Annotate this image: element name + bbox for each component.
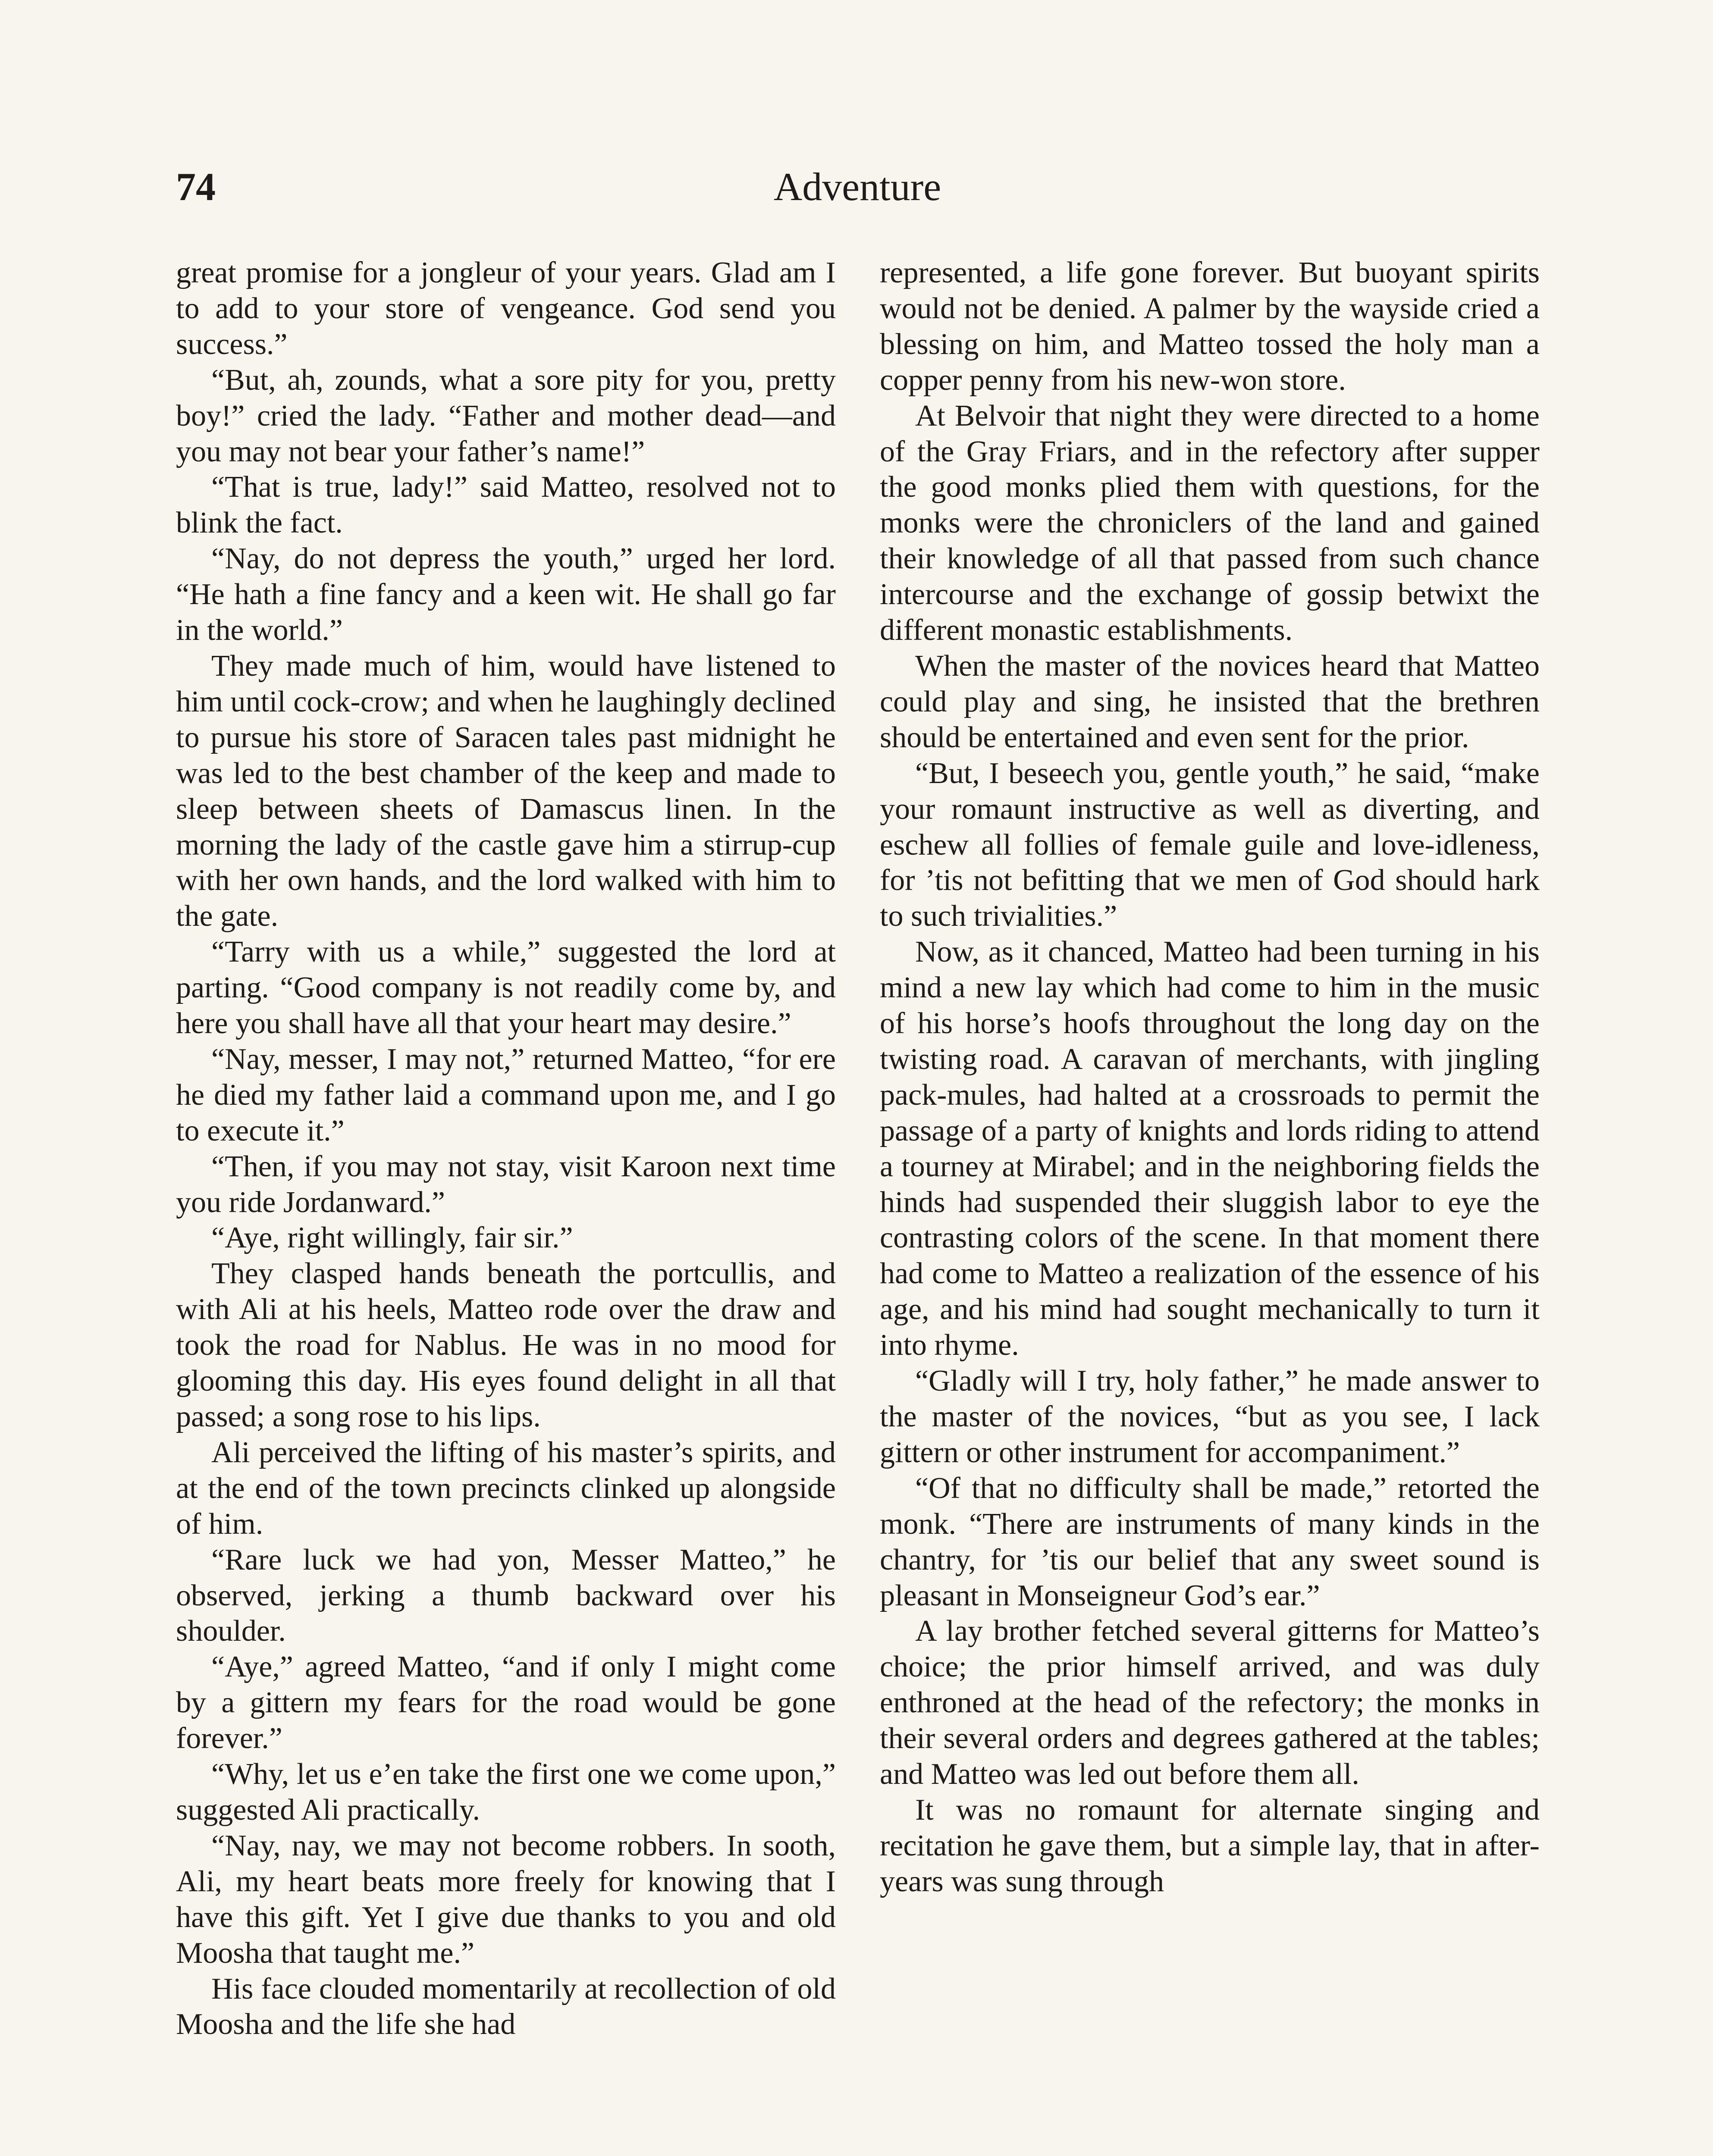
paragraph: When the master of the novices heard that Matteo could play and sing, he insisted that the brethren should be entertained and even sent for the prior. [880, 649, 1540, 754]
running-title: Adventure [773, 165, 941, 209]
paragraph: “Nay, nay, we may not become robbers. In sooth, Ali, my heart beats more freely for knowing that I have this gift. Yet I give due thanks to you and old Moosha that taught me.” [176, 1829, 836, 1970]
paragraph: “Tarry with us a while,” suggested the lord at parting. “Good company is not readily come by, and here you shall have all that your heart may desire.” [176, 935, 836, 1040]
paragraph: “Gladly will I try, holy father,” he made answer to the master of the novices, “but as you see, I lack gittern or other instrument for accompaniment.” [880, 1364, 1540, 1469]
paragraph: They clasped hands beneath the portcullis, and with Ali at his heels, Matteo rode over the draw and took the road for Nablus. He was in no mood for glooming this day. His eyes found delight in all that passed; a song rose to his lips. [176, 1257, 836, 1433]
paragraph: Ali perceived the lifting of his master’s spirits, and at the end of the town precincts clinked up alongside of him. [176, 1435, 836, 1541]
page-header [176, 164, 1539, 224]
paragraph: represented, a life gone forever. But buoyant spirits would not be denied. A palmer by the wayside cried a blessing on him, and Matteo tossed the holy man a copper penny from his new-won store. [880, 256, 1540, 397]
paragraph: A lay brother fetched several gitterns for Matteo’s choice; the prior himself arrived, and was duly enthroned at the head of the refectory; the monks in their several orders and degrees gathered at the tables; and Matteo was led out before them all. [880, 1614, 1540, 1791]
paragraph: “Aye,” agreed Matteo, “and if only I might come by a gittern my fears for the road would be gone forever.” [176, 1650, 836, 1755]
paragraph: His face clouded momentarily at recollection of old Moosha and the life she had [176, 1972, 836, 2041]
paragraph: “But, I beseech you, gentle youth,” he said, “make your romaunt instructive as well as diverting, and eschew all follies of female guile and love-idleness, for ’tis not befitting that we men of God should hark to such trivialities.” [880, 756, 1540, 933]
paragraph: They made much of him, would have listened to him until cock-crow; and when he laughingly declined to pursue his store of Saracen tales past midnight he was led to the best chamber of the keep and made to sleep between sheets of Damascus linen. In the morning the lady of the castle gave him a stirrup-cup with her own hands, and the lord walked with him to the gate. [176, 649, 836, 933]
paragraph: It was no romaunt for alternate singing and recitation he gave them, but a simple lay, that in after-years was sung through [880, 1793, 1540, 1898]
paragraph: “Nay, do not depress the youth,” urged her lord. “He hath a fine fancy and a keen wit. He shall go far in the world.” [176, 542, 836, 647]
right-text-column [880, 255, 1540, 1900]
paragraph: “Rare luck we had yon, Messer Matteo,” he observed, jerking a thumb backward over his shoulder. [176, 1543, 836, 1648]
paragraph: “Then, if you may not stay, visit Karoon next time you ride Jordanward.” [176, 1150, 836, 1219]
paragraph: At Belvoir that night they were directed to a home of the Gray Friars, and in the refectory after supper the good monks plied them with questions, for the monks were the chroniclers of the land and gained their knowledge of all that passed from such chance intercourse and the exchange of gossip betwixt the different monastic establishments. [880, 399, 1540, 647]
paragraph: “That is true, lady!” said Matteo, resolved not to blink the fact. [176, 470, 836, 540]
paragraph: “Nay, messer, I may not,” returned Matteo, “for ere he died my father laid a command upon me, and I go to execute it.” [176, 1042, 836, 1147]
paragraph: “Why, let us e’en take the first one we come upon,” suggested Ali practically. [176, 1758, 836, 1827]
paragraph: “But, ah, zounds, what a sore pity for you, pretty boy!” cried the lady. “Father and mother dead—and you may not bear your father’s name!” [176, 363, 836, 468]
paragraph: “Aye, right willingly, fair sir.” [211, 1221, 573, 1255]
paragraph: “Of that no difficulty shall be made,” retorted the monk. “There are instruments of many kinds in the chantry, for ’tis our belief that any sweet sound is pleasant in Monseigneur God’s ear.” [880, 1471, 1540, 1612]
page-number: 74 [176, 165, 216, 209]
paragraph: great promise for a jongleur of your years. Glad am I to add to your store of vengeance. God send you success.” [176, 256, 836, 361]
paragraph: Now, as it chanced, Matteo had been turning in his mind a new lay which had come to him in the music of his horse’s hoofs throughout the long day on the twisting road. A caravan of merchants, with jingling pack-mules, had halted at a crossroads to permit the passage of a party of knights and lords riding to attend a tourney at Mirabel; and in the neighboring fields the hinds had suspended their sluggish labor to eye the contrasting colors of the scene. In that moment there had come to Matteo a realization of the essence of his age, and his mind had sought mechanically to turn it into rhyme. [880, 935, 1540, 1362]
left-text-column [176, 255, 836, 2043]
